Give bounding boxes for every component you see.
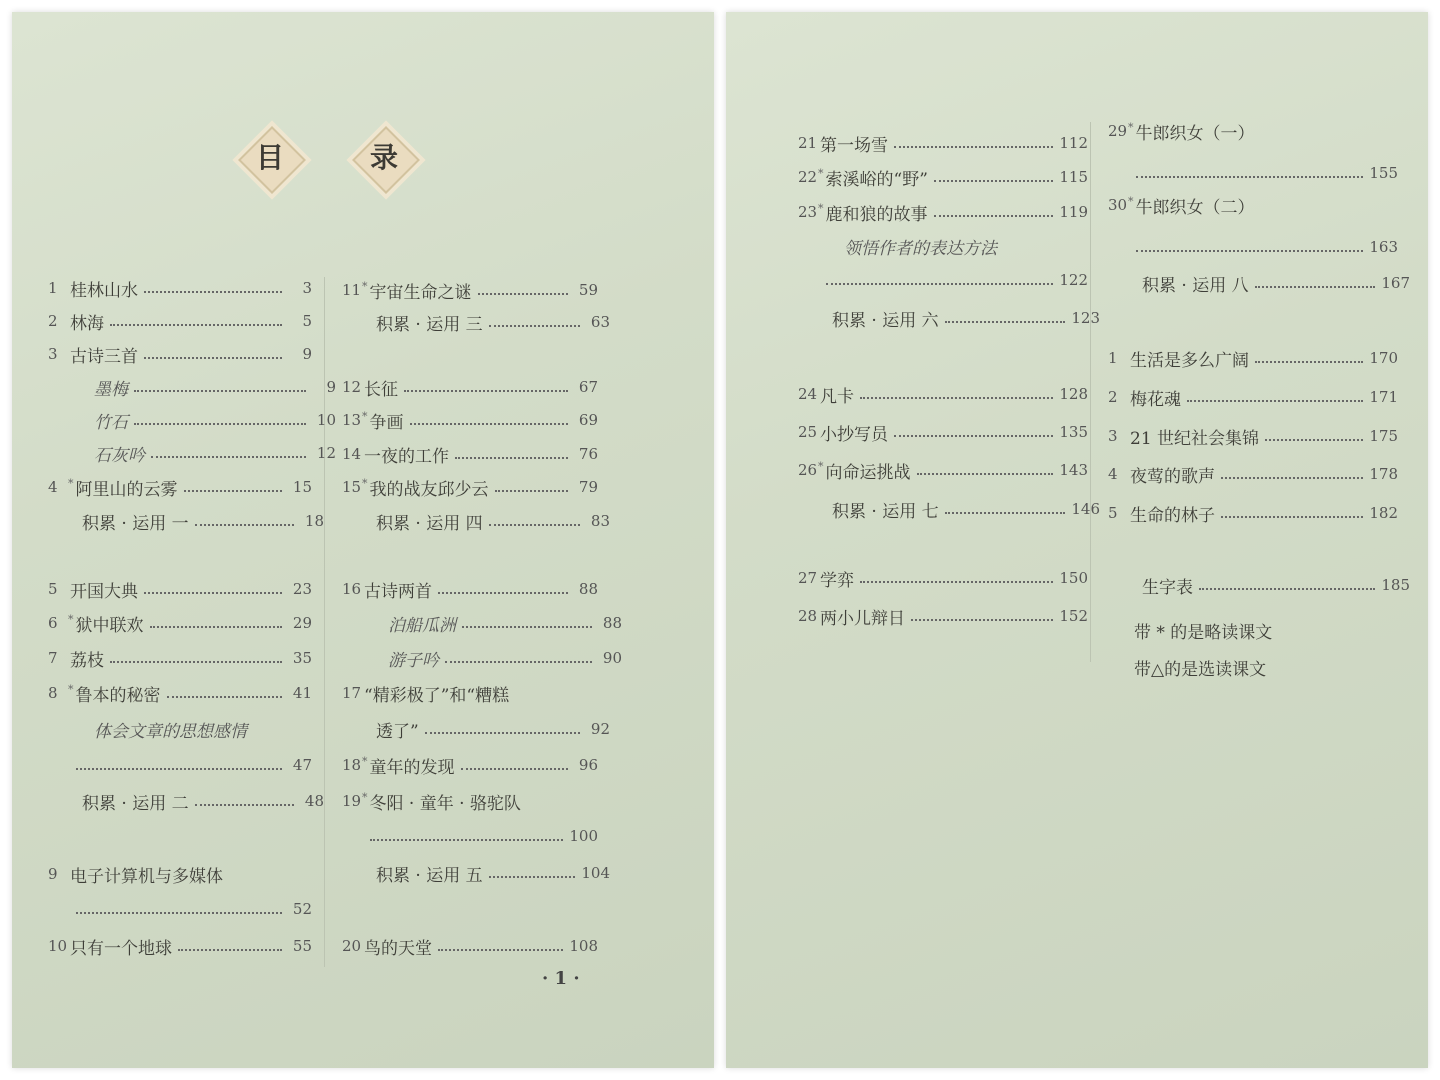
page-ref: 185 xyxy=(1381,576,1410,594)
lesson-title: 古诗三首 xyxy=(70,346,138,367)
skim-reading-mark: * xyxy=(362,790,368,804)
dot-leader xyxy=(184,490,283,492)
lesson-title: 向命运挑战 xyxy=(825,462,911,483)
page-ref: 5 xyxy=(302,312,312,330)
lesson-title: 古诗两首 xyxy=(364,581,432,602)
lesson-title: 积累 · 运用 六 xyxy=(832,310,939,331)
page-ref: 163 xyxy=(1369,238,1398,256)
lesson-number: 17 xyxy=(342,684,362,702)
toc-entry xyxy=(48,308,312,334)
lesson-title: 鹿和狼的故事 xyxy=(825,204,928,225)
page-ref: 41 xyxy=(292,684,312,702)
toc-entry xyxy=(798,496,1100,522)
toc-entry xyxy=(48,752,312,778)
toc-entry xyxy=(342,860,610,886)
toc-entry xyxy=(48,788,324,814)
lesson-title: 鲁本的秘密 xyxy=(75,685,161,706)
dot-leader xyxy=(1136,176,1363,178)
toc-entry xyxy=(48,275,312,301)
toc-entry xyxy=(1108,234,1398,260)
page-ref: 104 xyxy=(581,864,610,882)
toc-entry xyxy=(1108,345,1398,371)
dot-leader xyxy=(1187,400,1363,402)
lesson-title: 积累 · 运用 三 xyxy=(376,314,483,335)
page-ref: 90 xyxy=(602,649,622,667)
lesson-number: 28 xyxy=(798,607,818,625)
lesson-number: 1 xyxy=(1108,349,1118,367)
lesson-number: 30 xyxy=(1108,196,1128,214)
lesson-title: 鸟的天堂 xyxy=(364,938,432,959)
lesson-number: 22 xyxy=(798,168,818,186)
lesson-number: 3 xyxy=(48,345,58,363)
dot-leader xyxy=(134,423,306,425)
page-ref: 92 xyxy=(590,720,610,738)
lesson-title: 生活是多么广阔 xyxy=(1130,350,1249,371)
toc-entry xyxy=(342,277,598,303)
page-ref: 170 xyxy=(1369,349,1398,367)
toc-entry xyxy=(48,576,312,602)
lesson-title: 游子吟 xyxy=(388,650,439,671)
dot-leader xyxy=(489,325,580,327)
lesson-number: 7 xyxy=(48,649,58,667)
page-ref: 150 xyxy=(1059,569,1088,587)
lesson-number: 18 xyxy=(342,756,362,774)
lesson-number: 14 xyxy=(342,445,362,463)
page-ref: 100 xyxy=(569,827,598,845)
skim-reading-mark: * xyxy=(68,612,74,626)
page-ref: 12 xyxy=(316,444,336,462)
toc-entry xyxy=(342,823,598,849)
page-ref: 119 xyxy=(1059,203,1088,221)
page-ref: 122 xyxy=(1059,271,1088,289)
toc-entry xyxy=(798,233,1112,259)
toc-entry xyxy=(342,752,598,778)
toc-entry xyxy=(342,407,598,433)
dot-leader xyxy=(370,839,563,841)
page-ref: 146 xyxy=(1071,500,1100,518)
lesson-title: 只有一个地球 xyxy=(70,938,172,959)
lesson-title: 第一场雪 xyxy=(820,135,888,156)
toc-entry xyxy=(1108,500,1398,526)
toc-entry xyxy=(342,474,598,500)
page-ref: 18 xyxy=(304,512,324,530)
skim-reading-mark: * xyxy=(68,476,74,490)
lesson-title: 积累 · 运用 二 xyxy=(82,793,189,814)
lesson-number: 13 xyxy=(342,411,362,429)
page-ref: 135 xyxy=(1059,423,1088,441)
lesson-title: 竹石 xyxy=(94,412,128,433)
page-ref: 175 xyxy=(1369,427,1398,445)
lesson-title: 积累 · 运用 五 xyxy=(376,865,483,886)
lesson-title: 牛郎织女（一） xyxy=(1135,123,1255,144)
dot-leader xyxy=(1265,439,1363,441)
lesson-title: 梅花魂 xyxy=(1130,389,1181,410)
lesson-title: 积累 · 运用 一 xyxy=(82,513,189,534)
toc-entry xyxy=(48,374,336,400)
dot-leader xyxy=(167,696,283,698)
lesson-title: 体会文章的思想感情 xyxy=(94,721,247,742)
title-diamond-1 xyxy=(240,128,300,188)
page-ref: 3 xyxy=(302,279,312,297)
lesson-number: 2 xyxy=(1108,388,1118,406)
lesson-title: 泊船瓜洲 xyxy=(388,615,456,636)
page-ref: 155 xyxy=(1369,164,1398,182)
toc-entry xyxy=(48,474,312,500)
toc-entry xyxy=(798,199,1088,225)
toc-entry xyxy=(48,645,312,671)
note-skim-reading: 带 * 的是略读课文 xyxy=(1134,623,1273,643)
page-ref: 15 xyxy=(292,478,312,496)
dot-leader xyxy=(826,283,1053,285)
dot-leader xyxy=(461,768,569,770)
dot-leader xyxy=(1221,516,1363,518)
column-divider xyxy=(1090,122,1091,662)
page-ref: 88 xyxy=(578,580,598,598)
lesson-number: 16 xyxy=(342,580,362,598)
page-ref: 48 xyxy=(304,792,324,810)
skim-reading-mark: * xyxy=(362,409,368,423)
dot-leader xyxy=(425,732,580,734)
lesson-title: 生命的林子 xyxy=(1130,505,1215,526)
dot-leader xyxy=(1221,477,1363,479)
page-ref: 9 xyxy=(302,345,312,363)
lesson-number: 8 xyxy=(48,684,58,702)
title-char: 录 xyxy=(369,141,398,174)
page-ref: 171 xyxy=(1369,388,1398,406)
lesson-number: 15 xyxy=(342,478,362,496)
toc-entry xyxy=(798,419,1088,445)
lesson-title: 牛郎织女（二） xyxy=(1135,197,1255,218)
dot-leader xyxy=(195,524,294,526)
lesson-title: 狱中联欢 xyxy=(75,615,144,636)
page-ref: 178 xyxy=(1369,465,1398,483)
dot-leader xyxy=(1255,286,1376,288)
page-ref: 23 xyxy=(292,580,312,598)
lesson-number: 21 xyxy=(798,134,818,152)
skim-reading-mark: * xyxy=(362,279,368,293)
toc-entry xyxy=(1108,270,1410,296)
page-ref: 69 xyxy=(578,411,598,429)
lesson-title: 一夜的工作 xyxy=(364,446,449,467)
page-number: · 1 · xyxy=(542,968,580,989)
toc-entry xyxy=(798,130,1088,156)
page-ref: 9 xyxy=(326,378,336,396)
toc-entry xyxy=(48,440,336,466)
lesson-title: 小抄写员 xyxy=(820,424,888,445)
page-ref: 123 xyxy=(1071,309,1100,327)
toc-entry xyxy=(798,457,1088,483)
lesson-title: 林海 xyxy=(70,313,104,334)
lesson-number: 9 xyxy=(48,865,58,883)
dot-leader xyxy=(150,626,283,628)
toc-entry xyxy=(1108,160,1398,186)
dot-leader xyxy=(438,949,563,951)
page-ref: 47 xyxy=(292,756,312,774)
left-page xyxy=(12,12,714,1068)
dot-leader xyxy=(438,592,568,594)
lesson-number: 19 xyxy=(342,792,362,810)
toc-entry xyxy=(1108,423,1398,449)
page-ref: 112 xyxy=(1059,134,1088,152)
skim-reading-mark: * xyxy=(362,476,368,490)
toc-entry xyxy=(342,374,598,400)
dot-leader xyxy=(894,146,1053,148)
dot-leader xyxy=(489,524,580,526)
lesson-title: 21 世纪社会集锦 xyxy=(1130,428,1260,449)
toc-entry xyxy=(1108,384,1398,410)
lesson-title: 争画 xyxy=(369,412,404,433)
page-ref: 115 xyxy=(1059,168,1088,186)
lesson-title: 积累 · 运用 七 xyxy=(832,501,939,522)
lesson-number: 1 xyxy=(48,279,58,297)
lesson-number: 29 xyxy=(1108,122,1128,140)
page-ref: 67 xyxy=(578,378,598,396)
toc-entry xyxy=(342,576,598,602)
lesson-number: 2 xyxy=(48,312,58,330)
lesson-number: 4 xyxy=(1108,465,1118,483)
dot-leader xyxy=(462,626,592,628)
toc-entry xyxy=(342,441,598,467)
lesson-number: 5 xyxy=(48,580,58,598)
lesson-title: 积累 · 运用 四 xyxy=(376,513,483,534)
page-ref: 63 xyxy=(590,313,610,331)
skim-reading-mark: * xyxy=(818,459,824,473)
page-ref: 29 xyxy=(292,614,312,632)
right-page xyxy=(726,12,1428,1068)
toc-entry xyxy=(342,933,598,959)
lesson-title: 生字表 xyxy=(1142,577,1193,598)
lesson-title: 桂林山水 xyxy=(70,280,138,301)
lesson-title: 两小儿辩日 xyxy=(820,608,905,629)
lesson-number: 25 xyxy=(798,423,818,441)
skim-reading-mark: * xyxy=(818,166,824,180)
lesson-number: 6 xyxy=(48,614,58,632)
dot-leader xyxy=(76,768,282,770)
page-ref: 83 xyxy=(590,512,610,530)
lesson-number: 20 xyxy=(342,937,362,955)
lesson-title: 石灰吟 xyxy=(94,445,145,466)
lesson-title: 开国大典 xyxy=(70,581,138,602)
lesson-number: 24 xyxy=(798,385,818,403)
skim-reading-mark: * xyxy=(1128,120,1134,134)
lesson-title: 索溪峪的“野” xyxy=(825,169,928,190)
dot-leader xyxy=(445,661,592,663)
lesson-number: 10 xyxy=(48,937,68,955)
page-ref: 52 xyxy=(292,900,312,918)
dot-leader xyxy=(934,180,1053,182)
dot-leader xyxy=(144,592,282,594)
dot-leader xyxy=(144,357,282,359)
toc-entry xyxy=(342,788,598,814)
lesson-title: 宇宙生命之谜 xyxy=(369,282,472,303)
toc-entry xyxy=(342,716,610,742)
page-ref: 152 xyxy=(1059,607,1088,625)
lesson-title: 墨梅 xyxy=(94,379,128,400)
toc-entry xyxy=(48,896,312,922)
lesson-number: 11 xyxy=(342,281,362,299)
lesson-title: “精彩极了”和“糟糕 xyxy=(364,685,510,706)
skim-reading-mark: * xyxy=(1128,194,1134,208)
toc-entry xyxy=(48,508,324,534)
lesson-title: 长征 xyxy=(364,379,398,400)
dot-leader xyxy=(134,390,306,392)
toc-entry xyxy=(798,305,1100,331)
toc-entry xyxy=(48,933,312,959)
dot-leader xyxy=(76,912,282,914)
toc-entry xyxy=(48,407,336,433)
page-ref: 55 xyxy=(292,937,312,955)
lesson-title: 电子计算机与多媒体 xyxy=(70,866,223,887)
dot-leader xyxy=(478,293,569,295)
toc-entry xyxy=(342,508,610,534)
dot-leader xyxy=(404,390,568,392)
dot-leader xyxy=(144,291,282,293)
dot-leader xyxy=(945,321,1066,323)
dot-leader xyxy=(894,435,1053,437)
page-ref: 35 xyxy=(292,649,312,667)
dot-leader xyxy=(945,512,1066,514)
toc-entry xyxy=(798,381,1088,407)
lesson-title: 我的战友邱少云 xyxy=(369,479,489,500)
toc-entry xyxy=(342,645,622,671)
dot-leader xyxy=(1255,361,1363,363)
toc-entry xyxy=(1108,461,1398,487)
lesson-title: 凡卡 xyxy=(820,386,854,407)
lesson-number: 27 xyxy=(798,569,818,587)
toc-entry xyxy=(1108,572,1410,598)
dot-leader xyxy=(860,581,1053,583)
dot-leader xyxy=(110,661,282,663)
lesson-title: 积累 · 运用 八 xyxy=(1142,275,1249,296)
toc-entry xyxy=(798,565,1088,591)
title-diamond-2 xyxy=(354,128,414,188)
title-char: 目 xyxy=(255,141,284,174)
dot-leader xyxy=(934,215,1054,217)
lesson-title: 童年的发现 xyxy=(369,757,455,778)
page-ref: 88 xyxy=(602,614,622,632)
lesson-number: 23 xyxy=(798,203,818,221)
skim-reading-mark: * xyxy=(818,201,824,215)
page-ref: 76 xyxy=(578,445,598,463)
dot-leader xyxy=(1199,588,1375,590)
toc-entry xyxy=(1108,118,1398,144)
note-optional-reading: 带△的是选读课文 xyxy=(1134,660,1267,680)
page-ref: 143 xyxy=(1059,461,1088,479)
toc-entry xyxy=(48,680,312,706)
toc-entry xyxy=(342,680,598,706)
toc-entry xyxy=(1108,192,1398,218)
page-ref: 182 xyxy=(1369,504,1398,522)
dot-leader xyxy=(410,423,569,425)
skim-reading-mark: * xyxy=(362,754,368,768)
toc-entry xyxy=(798,267,1088,293)
dot-leader xyxy=(860,397,1053,399)
lesson-number: 4 xyxy=(48,478,58,496)
lesson-number: 5 xyxy=(1108,504,1118,522)
toc-entry xyxy=(798,603,1088,629)
dot-leader xyxy=(151,456,306,458)
lesson-number: 26 xyxy=(798,461,818,479)
dot-leader xyxy=(1136,250,1363,252)
page-ref: 59 xyxy=(578,281,598,299)
lesson-title: 透了” xyxy=(376,721,419,742)
page-ref: 10 xyxy=(316,411,336,429)
lesson-number: 12 xyxy=(342,378,362,396)
lesson-title: 领悟作者的表达方法 xyxy=(844,238,997,259)
toc-entry xyxy=(342,610,622,636)
toc-entry xyxy=(798,164,1088,190)
toc-entry xyxy=(48,341,312,367)
dot-leader xyxy=(911,619,1053,621)
page-ref: 96 xyxy=(578,756,598,774)
toc-entry xyxy=(48,610,312,636)
lesson-number: 3 xyxy=(1108,427,1118,445)
dot-leader xyxy=(195,804,294,806)
dot-leader xyxy=(489,876,576,878)
lesson-title: 夜莺的歌声 xyxy=(1130,466,1215,487)
dot-leader xyxy=(495,490,569,492)
lesson-title: 阿里山的云雾 xyxy=(75,479,178,500)
page-ref: 79 xyxy=(578,478,598,496)
dot-leader xyxy=(110,324,282,326)
dot-leader xyxy=(178,949,282,951)
dot-leader xyxy=(455,457,568,459)
lesson-title: 冬阳 · 童年 · 骆驼队 xyxy=(369,793,521,814)
page-ref: 167 xyxy=(1381,274,1410,292)
toc-entry xyxy=(342,309,610,335)
lesson-title: 荔枝 xyxy=(70,650,104,671)
toc-entry xyxy=(48,716,336,742)
toc-entry xyxy=(48,861,312,887)
lesson-title: 学弈 xyxy=(820,570,854,591)
skim-reading-mark: * xyxy=(68,682,74,696)
page-ref: 128 xyxy=(1059,385,1088,403)
page-ref: 108 xyxy=(569,937,598,955)
dot-leader xyxy=(917,473,1054,475)
